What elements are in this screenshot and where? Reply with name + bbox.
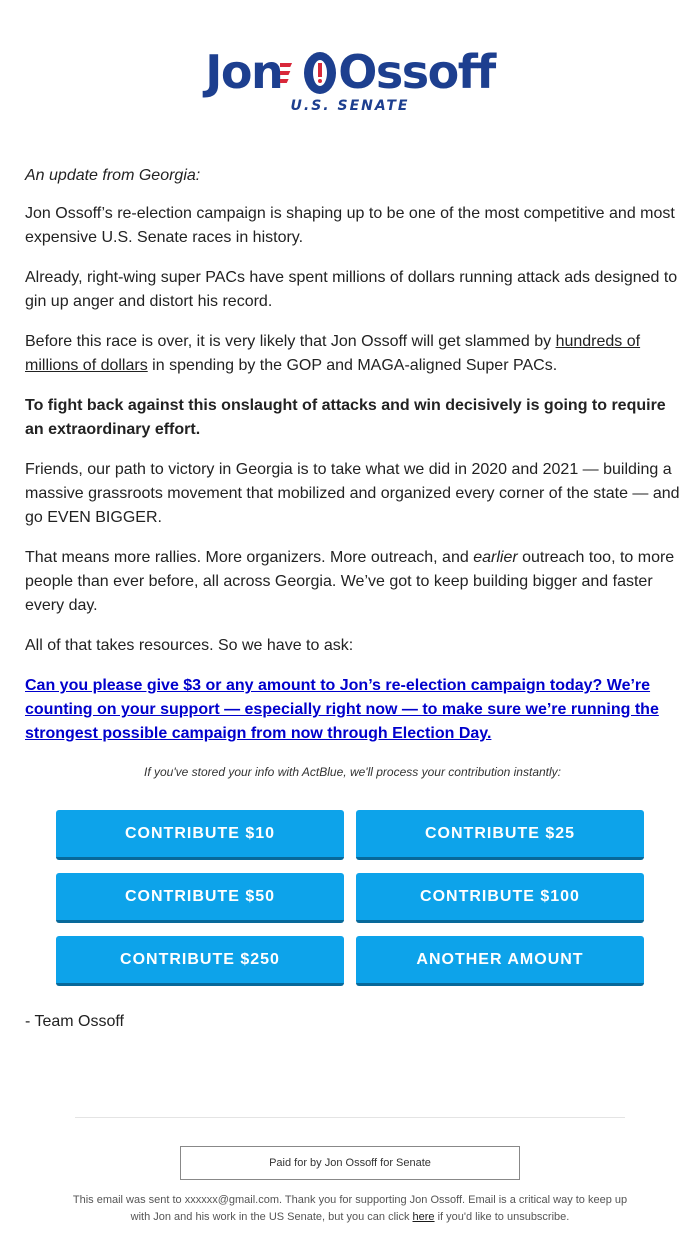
paragraph-3-start: Before this race is over, it is very likely that Jon Ossoff will get slammed by [25,333,556,350]
footer-divider [75,1117,625,1118]
intro-line: An update from Georgia: [25,167,201,184]
contribute-100-button[interactable]: CONTRIBUTE $100 [356,873,644,923]
logo-last-name: Ossoff [338,45,495,99]
footer-text-start: This email was sent to xxxxxx@gmail.com. Thank you for supporting Jon Ossoff. Email is a critical way to keep up with Jon and his work in the US Senate, but you can click [72,1194,628,1223]
paragraph-3-end: in spending by the GOP and MAGA-aligned Super PACs. [147,357,558,374]
contribution-buttons [56,810,644,999]
contribute-250-button[interactable]: CONTRIBUTE $250 [56,936,344,986]
email-body [25,164,680,798]
donation-ask-link[interactable]: Can you please give $3 or any amount to Jon’s re-election campaign today? We’re counting on your support — especially right now — to make sure we’re running the strongest possible campaign from now through Election Day. [25,677,659,742]
paragraph-3 [25,330,680,378]
another-amount-button[interactable]: ANOTHER AMOUNT [356,936,644,986]
contribute-10-button[interactable]: CONTRIBUTE $10 [56,810,344,860]
spending-link[interactable]: hundreds of millions of dollars [25,333,641,374]
unsubscribe-link[interactable]: here [412,1211,435,1223]
logo-subtitle: U.S. SENATE [290,98,410,114]
contribute-50-button[interactable]: CONTRIBUTE $50 [56,873,344,923]
paragraph-1: Jon Ossoff’s re-election campaign is shaping up to be one of the most competitive and most expensive U.S. Senate races in history. [25,205,675,246]
paragraph-5: Friends, our path to victory in Georgia is to take what we did in 2020 and 2021 — building a massive grassroots movement that mobilized and organized every corner of the state — and go EVEN BIGGER. [25,461,680,526]
paragraph-6-start: That means more rallies. More organizers. More outreach, and [25,549,474,566]
paid-for-box: Paid for by Jon Ossoff for Senate [180,1146,520,1180]
paragraph-4-bold: To fight back against this onslaught of attacks and win decisively is going to require an extraordinary effort. [25,397,666,438]
logo-ballot-o-icon [280,46,340,98]
footer-text-end: if you'd like to unsubscribe. [434,1211,570,1223]
paragraph-2: Already, right-wing super PACs have spent millions of dollars running attack ads designed to gin up anger and distort his record. [25,269,678,310]
paragraph-6-emphasis: earlier [473,549,518,566]
paragraph-6-end: outreach too, to more people than ever before, all across Georgia. We’ve got to keep building bigger and faster every day. [25,549,675,614]
actblue-note: If you've stored your info with ActBlue, we'll process your contribution instantly: [144,765,561,779]
donation-ask [25,674,680,746]
footer-text [70,1192,630,1226]
campaign-logo [0,44,700,114]
paragraph-7: All of that takes resources. So we have to ask: [25,637,354,654]
paragraph-6 [25,546,680,618]
contribute-25-button[interactable]: CONTRIBUTE $25 [356,810,644,860]
signoff: - Team Ossoff [25,1013,124,1030]
logo-first-name: Jon [205,45,283,99]
